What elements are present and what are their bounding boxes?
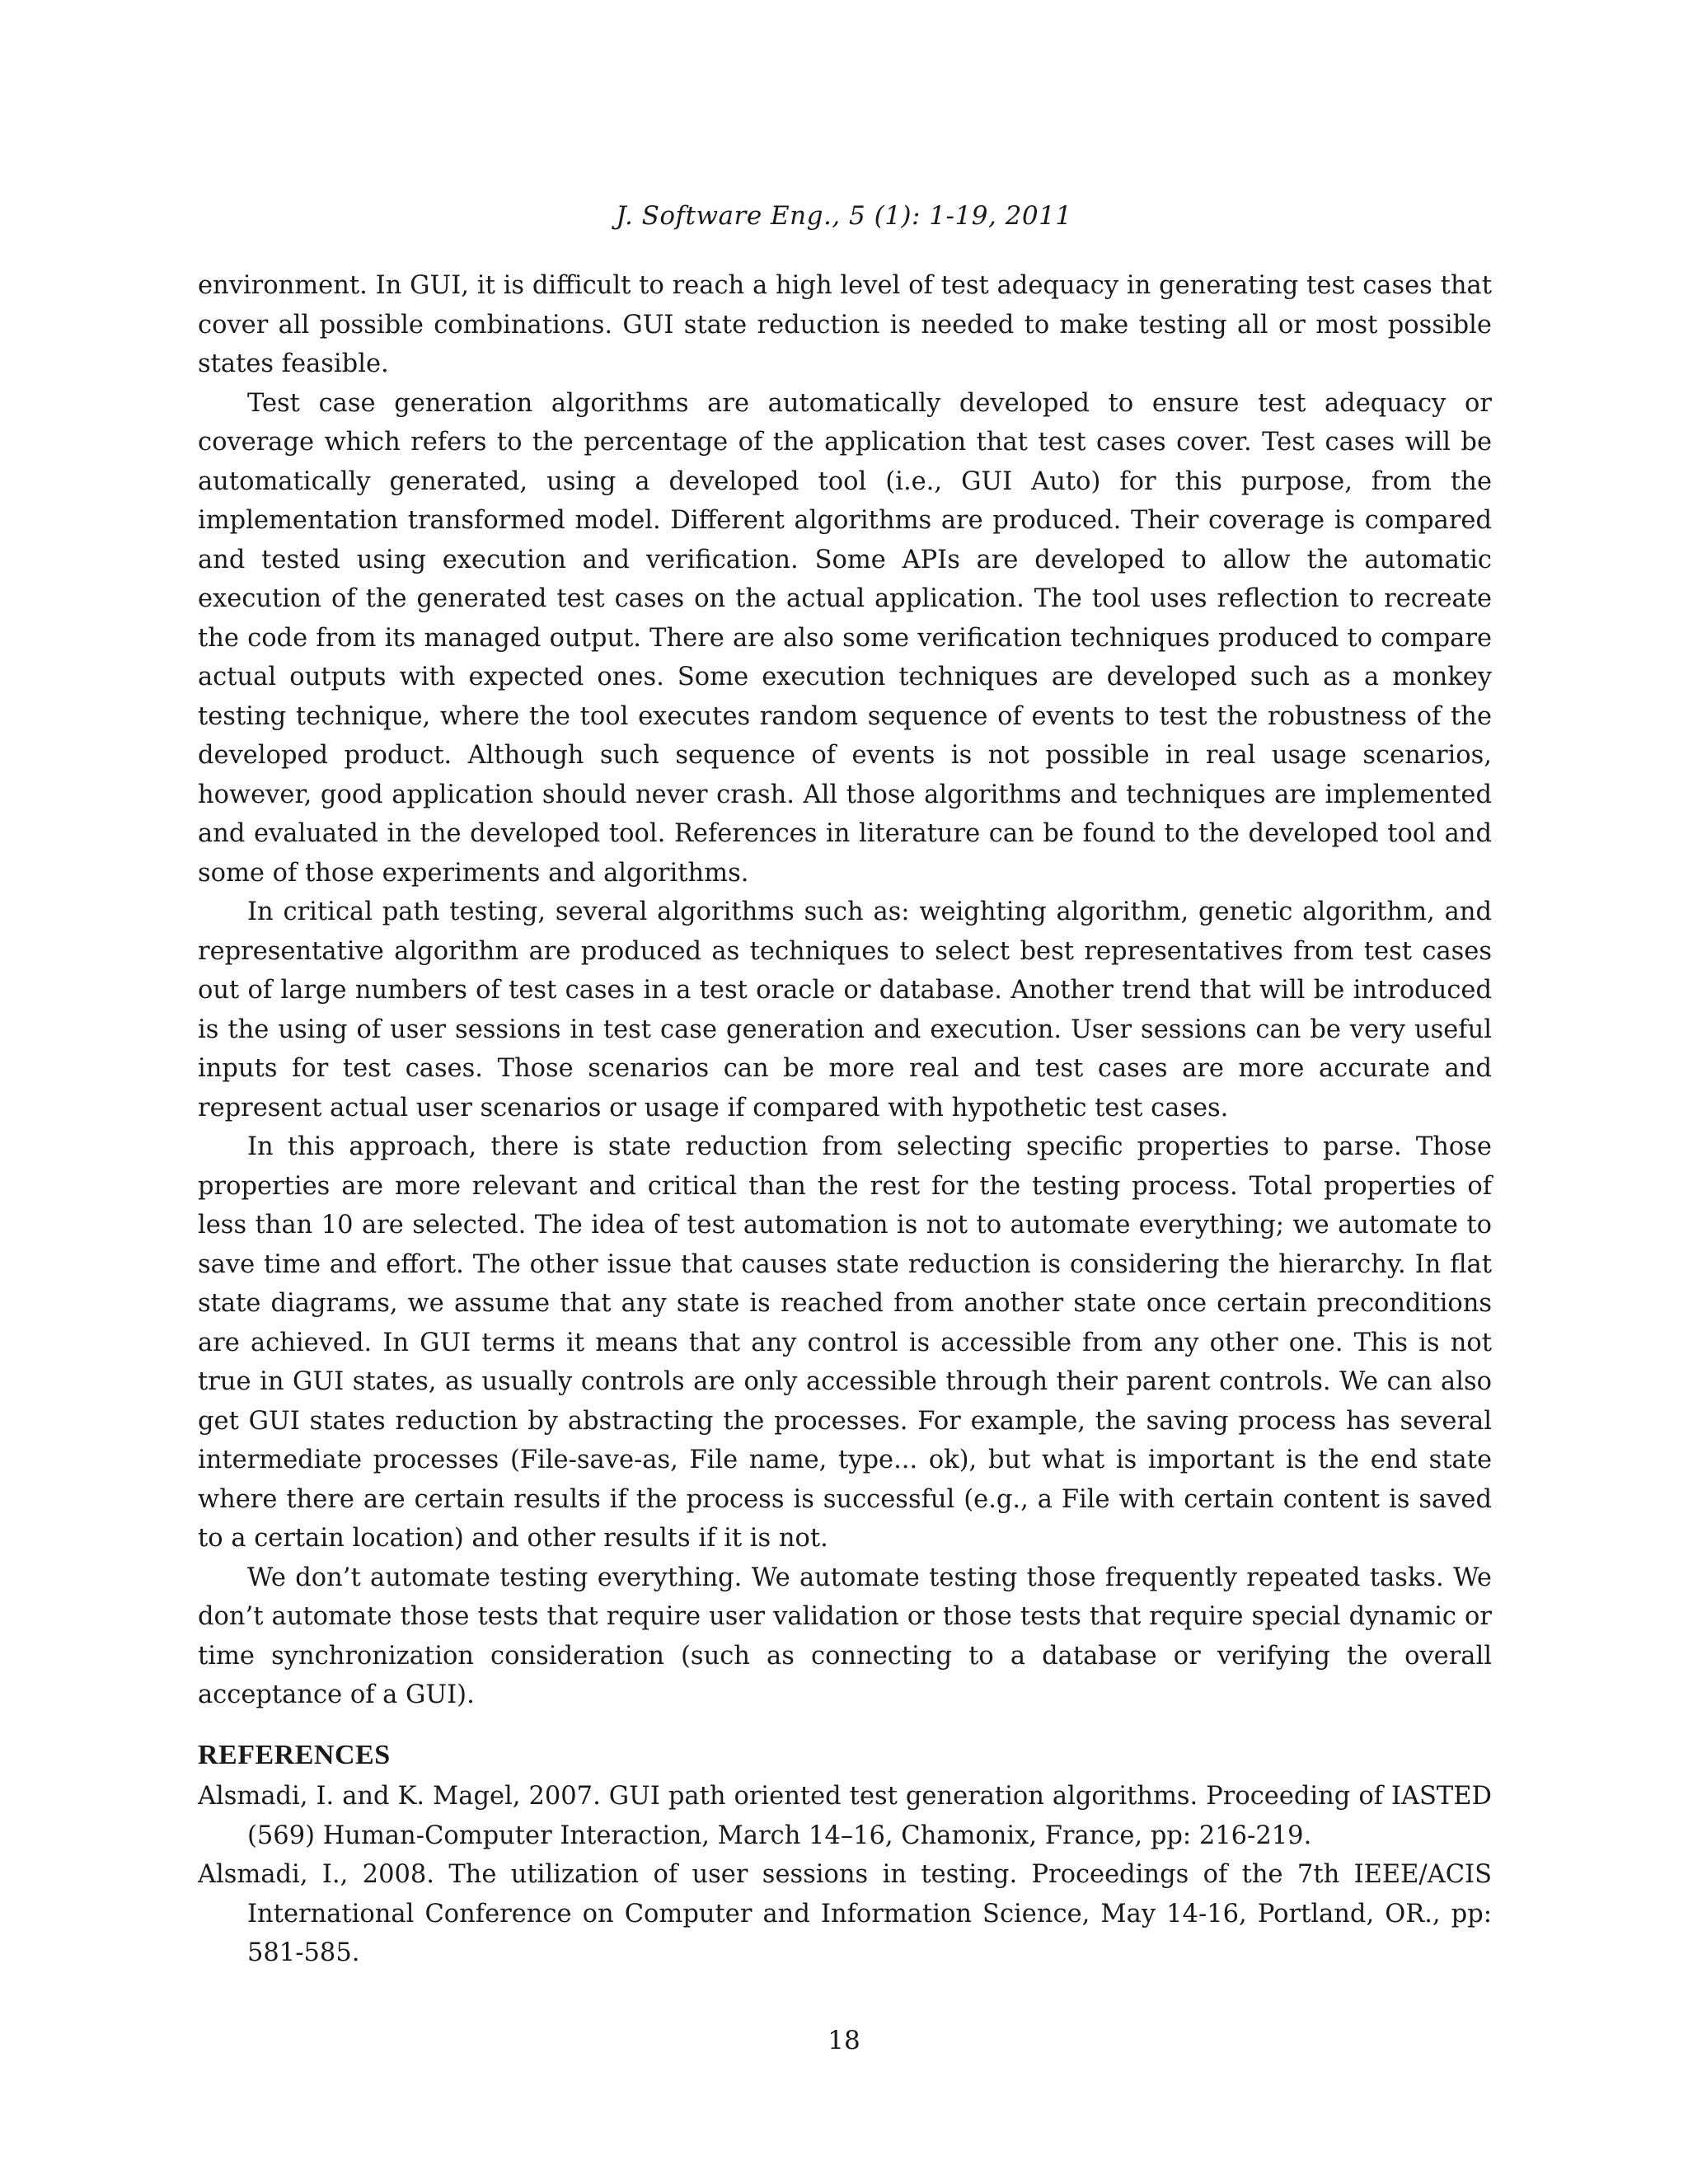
paragraph-critical-path-testing: In critical path testing, several algorithms such as: weighting algorithm, genetic algorithm, and representative algorithm are produced as techniques to select best representatives from test cases out of large numbers of test cases in a test oracle or database. Another trend that will be introduced is the using of user sessions in test case generation and execution. User sessions can be very useful inputs for test cases. Those scenarios can be more real and test cases are more accurate and represent actual user scenarios or usage if compared with hypothetic test cases.: [198, 898, 1492, 1122]
references-list: [198, 1777, 1492, 1973]
reference-item: Alsmadi, I. and K. Magel, 2007. GUI path oriented test generation algorithms. Proceeding of IASTED (569) Human-Computer Interaction, March 14–16, Chamonix, France, pp: 216-219.: [198, 1782, 1492, 1850]
paragraph-continuation: environment. In GUI, it is difficult to reach a high level of test adequacy in generating test cases that cover all possible combinations. GUI state reduction is needed to make testing all or most possible states feasible.: [198, 271, 1492, 378]
references-heading: REFERENCES: [198, 1740, 391, 1770]
page-number: 18: [828, 2026, 860, 2055]
running-header: J. Software Eng., 5 (1): 1-19, 2011: [616, 201, 1072, 231]
paragraph-test-case-generation: Test case generation algorithms are automatically developed to ensure test adequacy or coverage which refers to the percentage of the application that test cases cover. Test cases will be automatically generated, using a developed tool (i.e., GUI Auto) for this purpose, from the implementation transformed model. Different algorithms are produced. Their coverage is compared and tested using execution and verification. Some APIs are developed to allow the automatic execution of the generated test cases on the actual application. The tool uses reflection to recreate the code from its managed output. There are also some verification techniques produced to compare actual outputs with expected ones. Some execution techniques are developed such as a monkey testing technique, where the tool executes random sequence of events to test the robustness of the developed product. Although such sequence of events is not possible in real usage scenarios, however, good application should never crash. All those algorithms and techniques are implemented and evaluated in the developed tool. References in literature can be found to the developed tool and some of those experiments and algorithms.: [198, 388, 1492, 888]
paragraph-state-reduction: In this approach, there is state reduction from selecting specific properties to parse. Those properties are more relevant and critical than the rest for the testing process. Total properties of less than 10 are selected. The idea of test automation is not to automate everything; we automate to save time and effort. The other issue that causes state reduction is considering the hierarchy. In flat state diagrams, we assume that any state is reached from another state once certain preconditions are achieved. In GUI terms it means that any control is accessible from any other one. This is not true in GUI states, as usually controls are only accessible through their parent controls. We can also get GUI states reduction by abstracting the processes. For example, the saving process has several intermediate processes (File-save-as, File name, type... ok), but what is important is the end state where there are certain results if the process is successful (e.g., a File with certain content is saved to a certain location) and other results if it is not.: [198, 1132, 1492, 1553]
paragraph-automation-scope: We don’t automate testing everything. We automate testing those frequently repeated tasks. We don’t automate those tests that require user validation or those tests that require special dynamic or time synchronization consideration (such as connecting to a database or verifying the overall acceptance of a GUI).: [198, 1563, 1492, 1709]
body-text: [198, 266, 1492, 1715]
reference-item: Alsmadi, I., 2008. The utilization of user sessions in testing. Proceedings of the 7th IEEE/ACIS International Conference on Computer and Information Science, May 14-16, Portland, OR., pp: 581-585.: [198, 1860, 1492, 1967]
